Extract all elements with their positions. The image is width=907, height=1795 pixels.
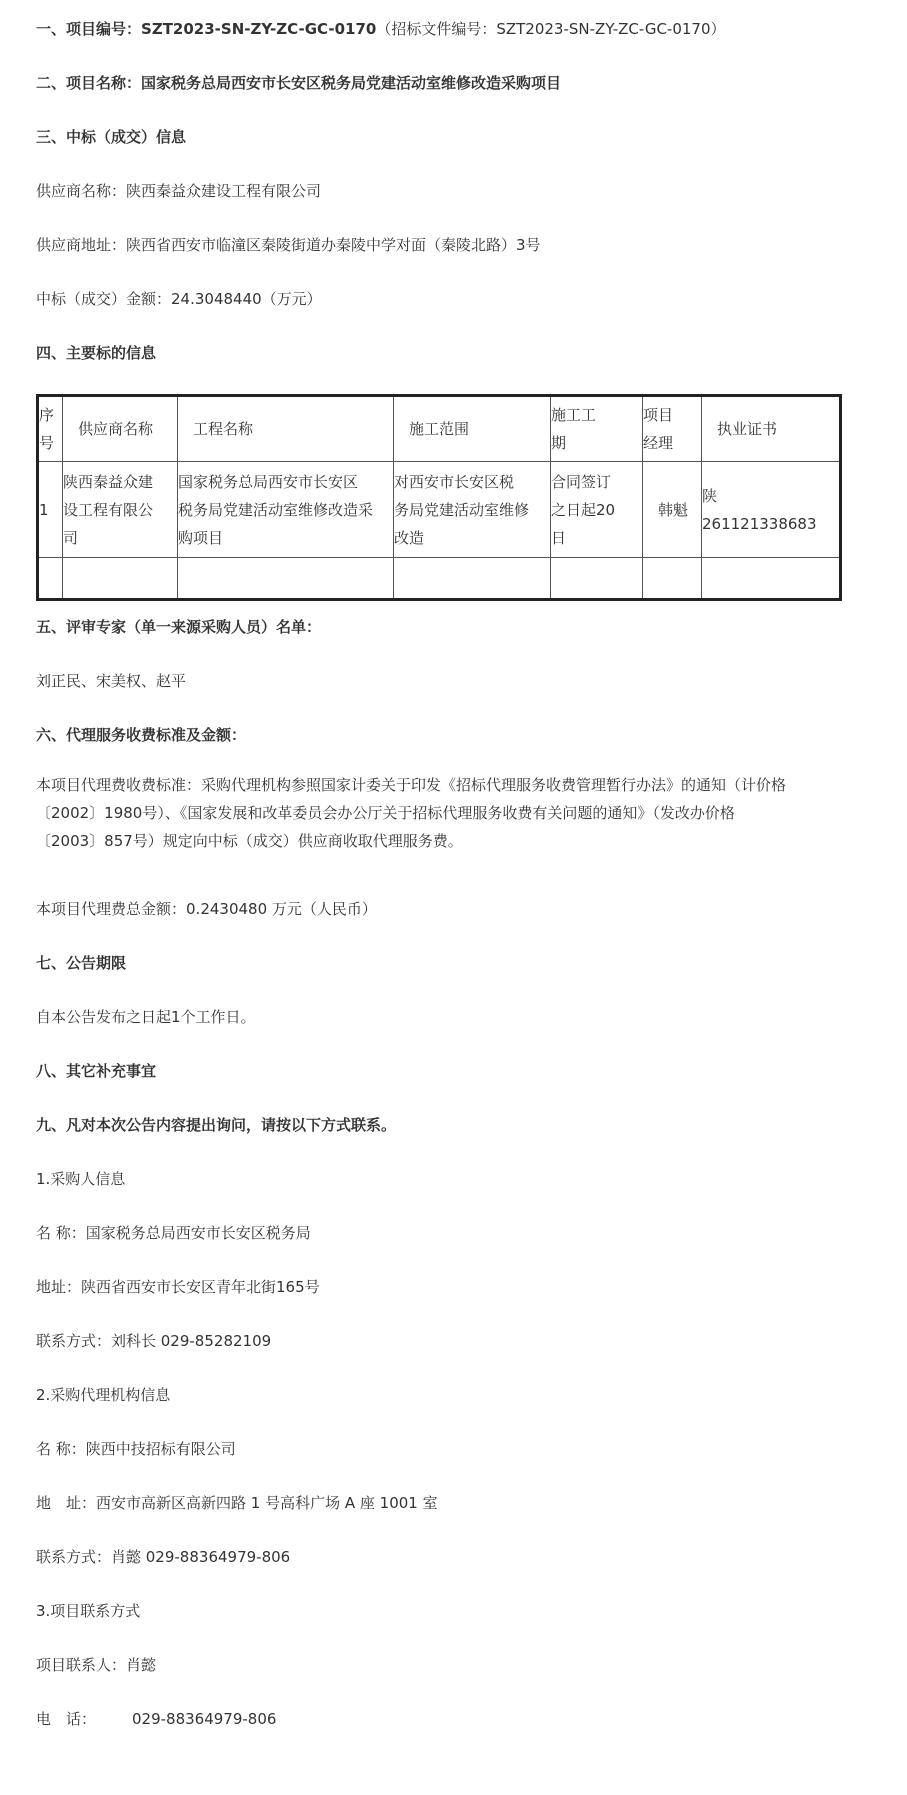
tender-doc-number: （招标文件编号：SZT2023-SN-ZY-ZC-GC-0170） xyxy=(376,20,726,38)
agency-fee-heading: 六、代理服务收费标准及金额： xyxy=(36,726,247,744)
purchaser-address: 地址：陕西省西安市长安区青年北街165号 xyxy=(36,1278,320,1296)
table-row xyxy=(38,462,841,558)
cell-cert: 陕 261121338683 xyxy=(702,462,841,558)
experts-heading: 五、评审专家（单一来源采购人员）名单： xyxy=(36,618,322,636)
cell-no: 1 xyxy=(38,462,63,558)
agency-address: 地 址：西安市高新区高新四路 1 号高科广场 A 座 1001 室 xyxy=(36,1494,438,1512)
project-contact-person: 项目联系人：肖懿 xyxy=(36,1656,157,1674)
supplier-name-line: 供应商名称：陕西秦益众建设工程有限公司 xyxy=(36,182,322,200)
project-number-label: 一、项目编号： xyxy=(36,20,142,38)
table-header-row xyxy=(38,396,841,462)
header-cert: 执业证书 xyxy=(702,396,841,462)
phone-value: 029-88364979-806 xyxy=(132,1710,277,1728)
header-period: 施工工 期 xyxy=(551,396,643,462)
agency-fee-standard: 本项目代理费收费标准：采购代理机构参照国家计委关于印发《招标代理服务收费管理暂行办法》的通知（计价格 〔2002〕1980号）、《国家发展和改革委员会办公厅关于招标代理服务收费有关问题的通知》（发改办价格 〔2003〕857号）规定向中标（成交）供应商收取代理服务费。 xyxy=(36,776,787,850)
notice-period-text: 自本公告发布之日起1个工作日。 xyxy=(36,1008,256,1026)
supplementary-heading: 八、其它补充事宜 xyxy=(36,1062,157,1080)
agency-fee-total: 本项目代理费总金额：0.2430480 万元（人民币） xyxy=(36,900,377,918)
main-subject-heading: 四、主要标的信息 xyxy=(36,344,157,362)
header-project-name: 工程名称 xyxy=(178,396,394,462)
header-scope: 施工范围 xyxy=(394,396,551,462)
agency-name: 名 称：陕西中技招标有限公司 xyxy=(36,1440,236,1458)
agency-contact: 联系方式：肖懿 029-88364979-806 xyxy=(36,1548,291,1566)
award-info-heading: 三、中标（成交）信息 xyxy=(36,128,187,146)
header-no: 序 号 xyxy=(38,396,63,462)
project-name-heading: 二、项目名称：国家税务总局西安市长安区税务局党建活动室维修改造采购项目 xyxy=(36,74,562,92)
phone-label: 电 话： xyxy=(36,1710,97,1728)
cell-period: 合同签订 之日起20 日 xyxy=(551,462,643,558)
purchaser-contact: 联系方式：刘科长 029-85282109 xyxy=(36,1332,272,1350)
agency-title: 2.采购代理机构信息 xyxy=(36,1386,171,1404)
table-row-empty xyxy=(38,558,841,600)
cell-scope: 对西安市长安区税 务局党建活动室维修 改造 xyxy=(394,462,551,558)
project-number-line xyxy=(36,19,726,39)
cell-manager: 韩魁 xyxy=(643,462,702,558)
project-contact-title: 3.项目联系方式 xyxy=(36,1602,141,1620)
project-phone-line xyxy=(36,1709,276,1729)
purchaser-name: 名 称：国家税务总局西安市长安区税务局 xyxy=(36,1224,311,1242)
cell-supplier: 陕西秦益众建 设工程有限公 司 xyxy=(63,462,178,558)
project-number-code: SZT2023-SN-ZY-ZC-GC-0170 xyxy=(141,20,377,38)
supplier-address-line: 供应商地址：陕西省西安市临潼区秦陵街道办秦陵中学对面（秦陵北路）3号 xyxy=(36,236,541,254)
header-manager: 项目 经理 xyxy=(643,396,702,462)
experts-names: 刘正民、宋美权、赵平 xyxy=(36,672,187,690)
purchaser-title: 1.采购人信息 xyxy=(36,1170,126,1188)
award-amount-line: 中标（成交）金额：24.3048440（万元） xyxy=(36,290,322,308)
header-supplier: 供应商名称 xyxy=(63,396,178,462)
main-subject-table xyxy=(36,394,842,601)
notice-period-heading: 七、公告期限 xyxy=(36,954,127,972)
contact-heading: 九、凡对本次公告内容提出询问，请按以下方式联系。 xyxy=(36,1116,397,1134)
cell-project-name: 国家税务总局西安市长安区 税务局党建活动室维修改造采 购项目 xyxy=(178,462,394,558)
